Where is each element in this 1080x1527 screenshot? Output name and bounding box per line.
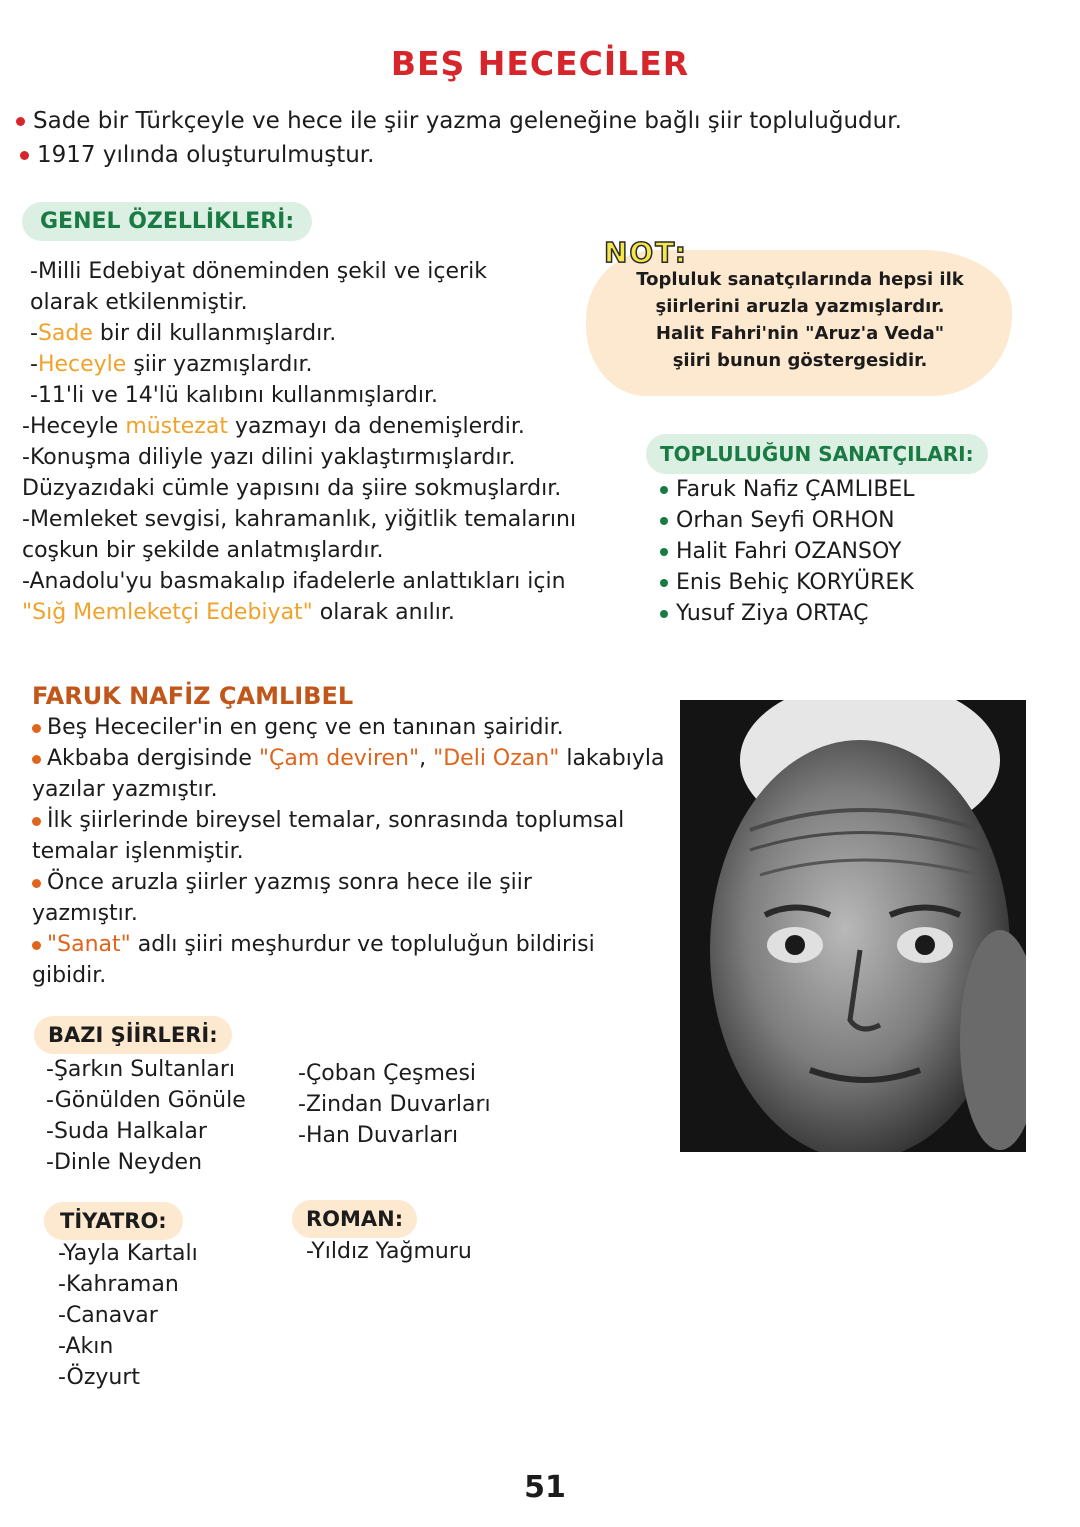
bullet-line: Akbaba dergisinde "Çam deviren", "Deli Ozan" lakabıyla bbox=[32, 743, 664, 774]
faruk-heading: FARUK NAFİZ ÇAMLIBEL bbox=[32, 682, 354, 710]
poems-list-col1 bbox=[46, 1054, 246, 1178]
bullet-icon bbox=[32, 755, 41, 764]
feature-line: olarak etkilenmiştir. bbox=[30, 290, 248, 315]
bullet-icon bbox=[32, 941, 41, 950]
intro-block bbox=[16, 104, 902, 172]
feature-line: -Sade bir dil kullanmışlardır. bbox=[30, 321, 337, 346]
list-item: -Suda Halkalar bbox=[46, 1119, 207, 1144]
bullet-line: yazılar yazmıştır. bbox=[32, 777, 218, 802]
bullet-line: Önce aruzla şiirler yazmış sonra hece ile şiir bbox=[32, 867, 664, 898]
bullet-icon bbox=[660, 517, 668, 525]
intro-line: Sade bir Türkçeyle ve hece ile şiir yazma geleneğine bağlı şiir topluluğudur. bbox=[16, 104, 902, 138]
feature-line: -Milli Edebiyat döneminden şekil ve içerik bbox=[30, 259, 487, 284]
feature-line: -Heceyle şiir yazmışlardır. bbox=[30, 352, 313, 377]
list-item: -Yıldız Yağmuru bbox=[306, 1239, 472, 1264]
portrait-illustration bbox=[680, 700, 1026, 1152]
poems-heading: BAZI ŞİİRLERİ: bbox=[34, 1016, 232, 1054]
portrait-photo bbox=[680, 700, 1026, 1152]
list-item: -Gönülden Gönüle bbox=[46, 1088, 246, 1113]
list-item: Orhan Seyfi ORHON bbox=[660, 505, 915, 536]
list-item: Halit Fahri OZANSOY bbox=[660, 536, 915, 567]
note-tag: NOT: bbox=[604, 236, 689, 269]
list-item: Yusuf Ziya ORTAÇ bbox=[660, 598, 915, 629]
bullet-line: Beş Hececiler'in en genç ve en tanınan şairidir. bbox=[32, 712, 664, 743]
bullet-icon bbox=[32, 879, 41, 888]
novel-heading: ROMAN: bbox=[292, 1200, 417, 1238]
novel-list bbox=[306, 1236, 472, 1267]
list-item: -Han Duvarları bbox=[298, 1123, 459, 1148]
feature-line: -Memleket sevgisi, kahramanlık, yiğitlik temalarını bbox=[22, 507, 577, 532]
bullet-line: "Sanat" adlı şiiri meşhurdur ve topluluğun bildirisi bbox=[32, 929, 664, 960]
general-heading: GENEL ÖZELLİKLERİ: bbox=[22, 202, 312, 241]
feature-line: -Heceyle müstezat yazmayı da denemişlerdir. bbox=[22, 414, 525, 439]
poems-list-col2 bbox=[298, 1058, 491, 1151]
list-item: -Yayla Kartalı bbox=[58, 1241, 198, 1266]
feature-line: -Konuşma diliyle yazı dilini yaklaştırmışlardır. bbox=[22, 445, 516, 470]
list-item: -Özyurt bbox=[58, 1365, 141, 1390]
theatre-list bbox=[58, 1238, 198, 1393]
intro-line: 1917 yılında oluşturulmuştur. bbox=[16, 138, 902, 172]
bullet-icon bbox=[660, 486, 668, 494]
feature-line: -11'li ve 14'lü kalıbını kullanmışlardır. bbox=[30, 383, 439, 408]
bullet-line: İlk şiirlerinde bireysel temalar, sonrasında toplumsal bbox=[32, 805, 664, 836]
artists-heading: TOPLULUĞUN SANATÇILARI: bbox=[646, 434, 988, 474]
bullet-icon bbox=[16, 117, 25, 126]
artists-list bbox=[660, 474, 915, 629]
faruk-bullets bbox=[32, 712, 664, 991]
theatre-heading: TİYATRO: bbox=[44, 1202, 183, 1240]
bullet-icon bbox=[660, 610, 668, 618]
list-item: -Kahraman bbox=[58, 1272, 179, 1297]
note-text: Topluluk sanatçılarında hepsi ilk şiirlerini aruzla yazmışlardır. Halit Fahri'nin "Aruz'a Veda" şiiri bunun göstergesidir. bbox=[636, 269, 964, 371]
bullet-icon bbox=[660, 579, 668, 587]
list-item: -Canavar bbox=[58, 1303, 158, 1328]
list-item: -Çoban Çeşmesi bbox=[298, 1061, 477, 1086]
feature-line: "Sığ Memleketçi Edebiyat" olarak anılır. bbox=[22, 600, 455, 625]
page-number: 51 bbox=[524, 1470, 566, 1505]
bullet-icon bbox=[32, 817, 41, 826]
general-features bbox=[22, 256, 576, 628]
list-item: -Zindan Duvarları bbox=[298, 1092, 491, 1117]
bullet-line: gibidir. bbox=[32, 963, 107, 988]
list-item: -Şarkın Sultanları bbox=[46, 1057, 236, 1082]
bullet-line: yazmıştır. bbox=[32, 901, 138, 926]
bullet-icon bbox=[660, 548, 668, 556]
bullet-icon bbox=[32, 724, 41, 733]
list-item: -Dinle Neyden bbox=[46, 1150, 203, 1175]
page-title: BEŞ HECECİLER bbox=[390, 44, 690, 83]
list-item: Faruk Nafiz ÇAMLIBEL bbox=[660, 474, 915, 505]
list-item: -Akın bbox=[58, 1334, 114, 1359]
bullet-icon bbox=[20, 151, 29, 160]
list-item: Enis Behiç KORYÜREK bbox=[660, 567, 915, 598]
feature-line: coşkun bir şekilde anlatmışlardır. bbox=[22, 538, 384, 563]
feature-line: -Anadolu'yu basmakalıp ifadelerle anlattıkları için bbox=[22, 569, 566, 594]
feature-line: Düzyazıdaki cümle yapısını da şiire sokmuşlardır. bbox=[22, 476, 562, 501]
bullet-line: temalar işlenmiştir. bbox=[32, 839, 244, 864]
